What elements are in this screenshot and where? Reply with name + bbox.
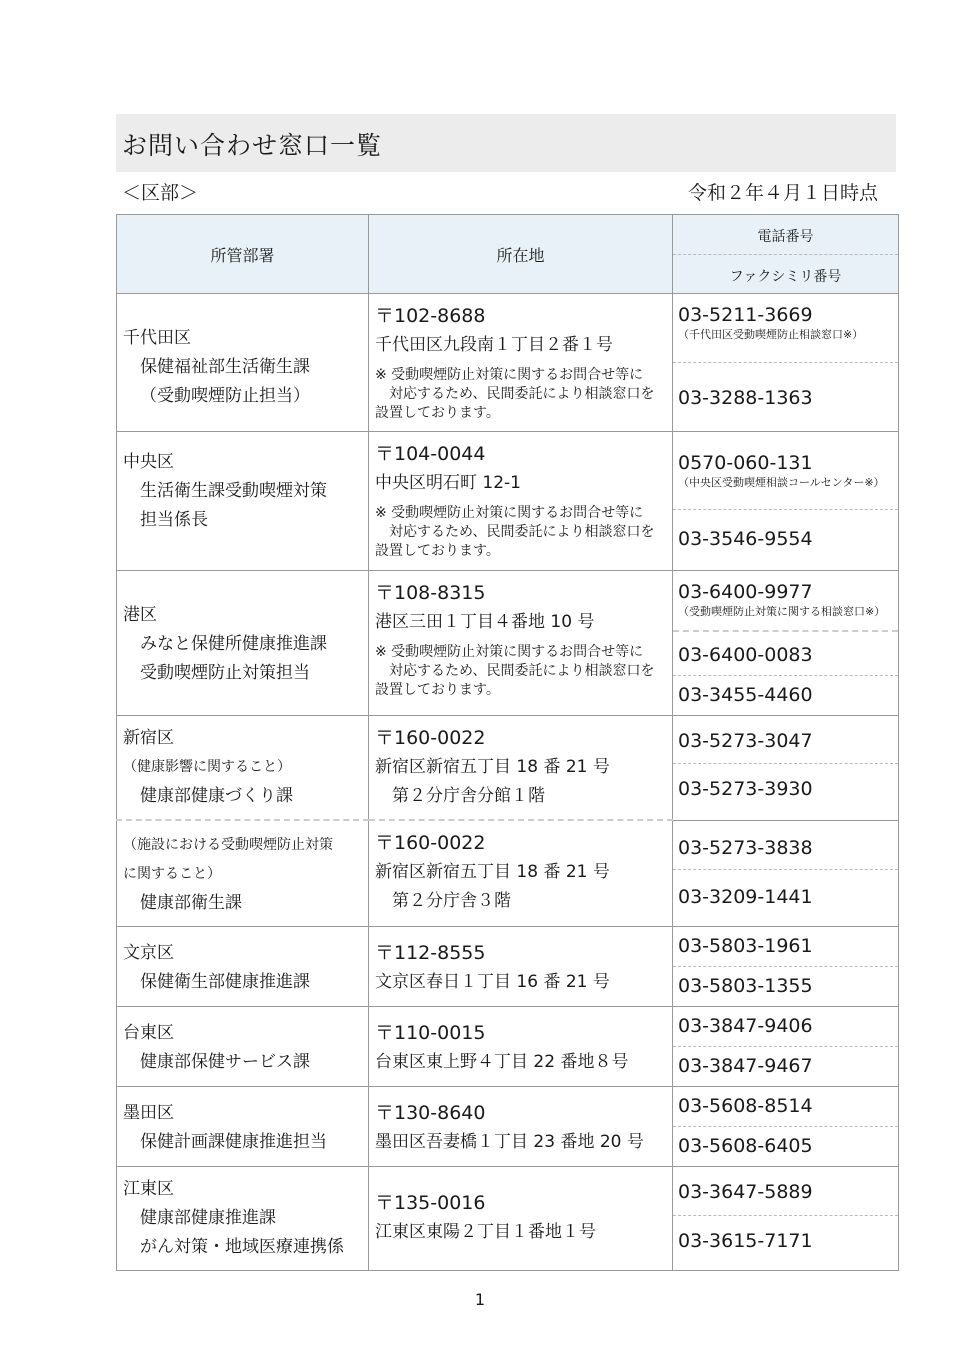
address: 新宿区新宿五丁目 18 番 21 号 xyxy=(375,757,610,777)
fax-number: 03-5608-6405 xyxy=(678,1135,813,1157)
region-label: ＜区部＞ xyxy=(122,182,199,204)
note-line: 対応するため、民間委託により相談窓口を xyxy=(389,524,655,540)
dept-name: 健康部保健サービス課 xyxy=(140,1052,310,1072)
dept-cell xyxy=(117,1087,369,1167)
phone-cell xyxy=(673,571,899,716)
fax-number: 03-3288-1363 xyxy=(678,387,813,409)
page-number: 1 xyxy=(474,1290,486,1309)
phone-number: 03-5211-3669 （千代田区受動喫煙防止相談窓口※） xyxy=(673,294,898,363)
phone-cell xyxy=(673,716,899,821)
postal-code: 〒160-0022 xyxy=(375,832,486,854)
address-cell xyxy=(369,820,673,927)
dept-cell xyxy=(117,927,369,1007)
address: 江東区東陽２丁目１番地１号 xyxy=(375,1222,596,1242)
fax-number: 03-3615-7171 xyxy=(678,1230,813,1252)
phone-cell xyxy=(673,927,899,1007)
note-line: 設置しております。 xyxy=(375,543,500,559)
phone-cell xyxy=(673,1007,899,1087)
note-line: 設置しております。 xyxy=(375,405,500,421)
phone-note: （中央区受動喫煙相談コールセンター※） xyxy=(678,476,885,489)
address: 文京区春日１丁目 16 番 21 号 xyxy=(375,972,610,992)
note-line: ※ 受動喫煙防止対策に関するお問合せ等に xyxy=(375,644,644,660)
fax-number: 03-3209-1441 xyxy=(678,885,813,908)
header-fax: ファクシミリ番号 xyxy=(729,269,842,285)
dept-cell xyxy=(117,294,369,432)
dept-name: がん対策・地域医療連携係 xyxy=(140,1237,344,1257)
ward-name: 中央区 xyxy=(123,452,174,472)
address: 中央区明石町 12-1 xyxy=(375,473,521,493)
phone-number: 03-5608-8514 xyxy=(673,1087,898,1127)
consultation-note xyxy=(375,366,666,423)
page-title: お問い合わせ窓口一覧 xyxy=(122,131,383,160)
table-row xyxy=(117,927,899,1007)
postal-code: 〒160-0022 xyxy=(375,727,486,749)
dept-cell xyxy=(117,432,369,571)
dept-cell xyxy=(117,820,369,927)
contact-table xyxy=(116,214,899,1271)
postal-code: 〒104-0044 xyxy=(375,443,486,465)
dept-name: 保健計画課健康推進担当 xyxy=(140,1132,327,1152)
dept-name: （受動喫煙防止担当） xyxy=(140,386,310,406)
address-cell xyxy=(369,716,673,821)
fax-number: 03-5273-3930 xyxy=(678,778,813,800)
consultation-note xyxy=(375,504,666,561)
postal-code: 〒110-0015 xyxy=(375,1022,486,1044)
address: 千代田区九段南１丁目２番１号 xyxy=(375,335,613,355)
dept-name: 健康部健康推進課 xyxy=(140,1208,276,1228)
dept-cell xyxy=(117,571,369,716)
dept-subject: に関すること） xyxy=(123,866,221,882)
note-line: ※ 受動喫煙防止対策に関するお問合せ等に xyxy=(375,505,644,521)
phone-cell xyxy=(673,1087,899,1167)
ward-name: 文京区 xyxy=(123,943,174,963)
postal-code: 〒112-8555 xyxy=(375,942,486,964)
address-cell xyxy=(369,571,673,716)
dept-name: 健康部健康づくり課 xyxy=(140,786,293,806)
phone-cell xyxy=(673,1167,899,1271)
note-line: 対応するため、民間委託により相談窓口を xyxy=(389,386,655,402)
phone-note: （受動喫煙防止対策に関する相談窓口※） xyxy=(678,605,886,618)
as-of-date: 令和２年４月１日時点 xyxy=(687,182,878,204)
postal-code: 〒135-0016 xyxy=(375,1192,486,1214)
table-row xyxy=(117,571,899,716)
phone-number: 03-6400-0083 xyxy=(673,632,898,676)
table-row xyxy=(117,294,899,432)
table-row xyxy=(117,1007,899,1087)
dept-name: 受動喫煙防止対策担当 xyxy=(140,663,310,683)
dept-cell xyxy=(117,716,369,821)
address: 港区三田１丁目４番地 10 号 xyxy=(375,612,595,632)
ward-name: 新宿区 xyxy=(123,728,174,748)
ward-name: 港区 xyxy=(123,605,157,625)
dept-name: みなと保健所健康推進課 xyxy=(140,634,327,654)
note-line: 対応するため、民間委託により相談窓口を xyxy=(389,663,655,679)
address: 新宿区新宿五丁目 18 番 21 号 xyxy=(375,862,610,882)
note-line: 設置しております。 xyxy=(375,682,500,698)
dept-name: 保健福祉部生活衛生課 xyxy=(140,357,310,377)
phone-cell xyxy=(673,294,899,432)
postal-code: 〒130-8640 xyxy=(375,1102,486,1124)
ward-name: 台東区 xyxy=(123,1023,174,1043)
phone-number: 03-5273-3047 xyxy=(673,716,898,764)
table-row xyxy=(117,716,899,821)
fax-number: 03-3455-4460 xyxy=(678,684,813,706)
phone-number: 03-3847-9406 xyxy=(673,1007,898,1047)
phone-cell xyxy=(673,432,899,571)
dept-cell xyxy=(117,1167,369,1271)
ward-name: 千代田区 xyxy=(123,328,191,348)
address: 台東区東上野４丁目 22 番地８号 xyxy=(375,1052,629,1072)
phone-cell xyxy=(673,820,899,927)
postal-code: 〒108-8315 xyxy=(375,582,486,604)
phone-number: 03-5803-1961 xyxy=(673,927,898,967)
consultation-note xyxy=(375,643,666,700)
dept-subject: （健康影響に関すること） xyxy=(123,759,291,775)
building: 第２分庁舎３階 xyxy=(392,891,511,911)
dept-name: 担当係長 xyxy=(140,510,208,530)
header-phone-fax xyxy=(673,215,899,294)
address-cell xyxy=(369,294,673,432)
phone-number: 03-6400-9977 （受動喫煙防止対策に関する相談窓口※） xyxy=(673,571,898,632)
ward-name: 江東区 xyxy=(123,1179,174,1199)
dept-name: 健康部衛生課 xyxy=(140,893,242,913)
note-line: ※ 受動喫煙防止対策に関するお問合せ等に xyxy=(375,367,644,383)
table-row xyxy=(117,432,899,571)
header-phone: 電話番号 xyxy=(673,215,898,255)
phone-note: （千代田区受動喫煙防止相談窓口※） xyxy=(678,328,864,341)
address: 墨田区吾妻橋１丁目 23 番地 20 号 xyxy=(375,1132,644,1152)
dept-name: 保健衛生部健康推進課 xyxy=(140,972,310,992)
address-cell xyxy=(369,432,673,571)
phone-number: 03-3647-5889 xyxy=(673,1167,898,1216)
postal-code: 〒102-8688 xyxy=(375,305,486,327)
table-header-row xyxy=(117,215,899,294)
fax-number: 03-3847-9467 xyxy=(678,1055,813,1077)
address-cell xyxy=(369,1007,673,1087)
table-row xyxy=(117,1087,899,1167)
fax-number: 03-5803-1355 xyxy=(678,975,813,997)
phone-number: 0570-060-131 （中央区受動喫煙相談コールセンター※） xyxy=(673,432,898,510)
dept-cell xyxy=(117,1007,369,1087)
header-dept: 所管部署 xyxy=(117,215,369,294)
table-row xyxy=(117,820,899,927)
phone-number: 03-5273-3838 xyxy=(673,821,898,870)
building: 第２分庁舎分館１階 xyxy=(392,786,545,806)
address-cell xyxy=(369,1167,673,1271)
address-cell xyxy=(369,927,673,1007)
dept-name: 生活衛生課受動喫煙対策 xyxy=(140,481,327,501)
fax-number: 03-3546-9554 xyxy=(678,528,813,550)
dept-subject: （施設における受動喫煙防止対策 xyxy=(123,837,333,853)
table-row xyxy=(117,1167,899,1271)
ward-name: 墨田区 xyxy=(123,1103,174,1123)
address-cell xyxy=(369,1087,673,1167)
header-address: 所在地 xyxy=(369,215,673,294)
